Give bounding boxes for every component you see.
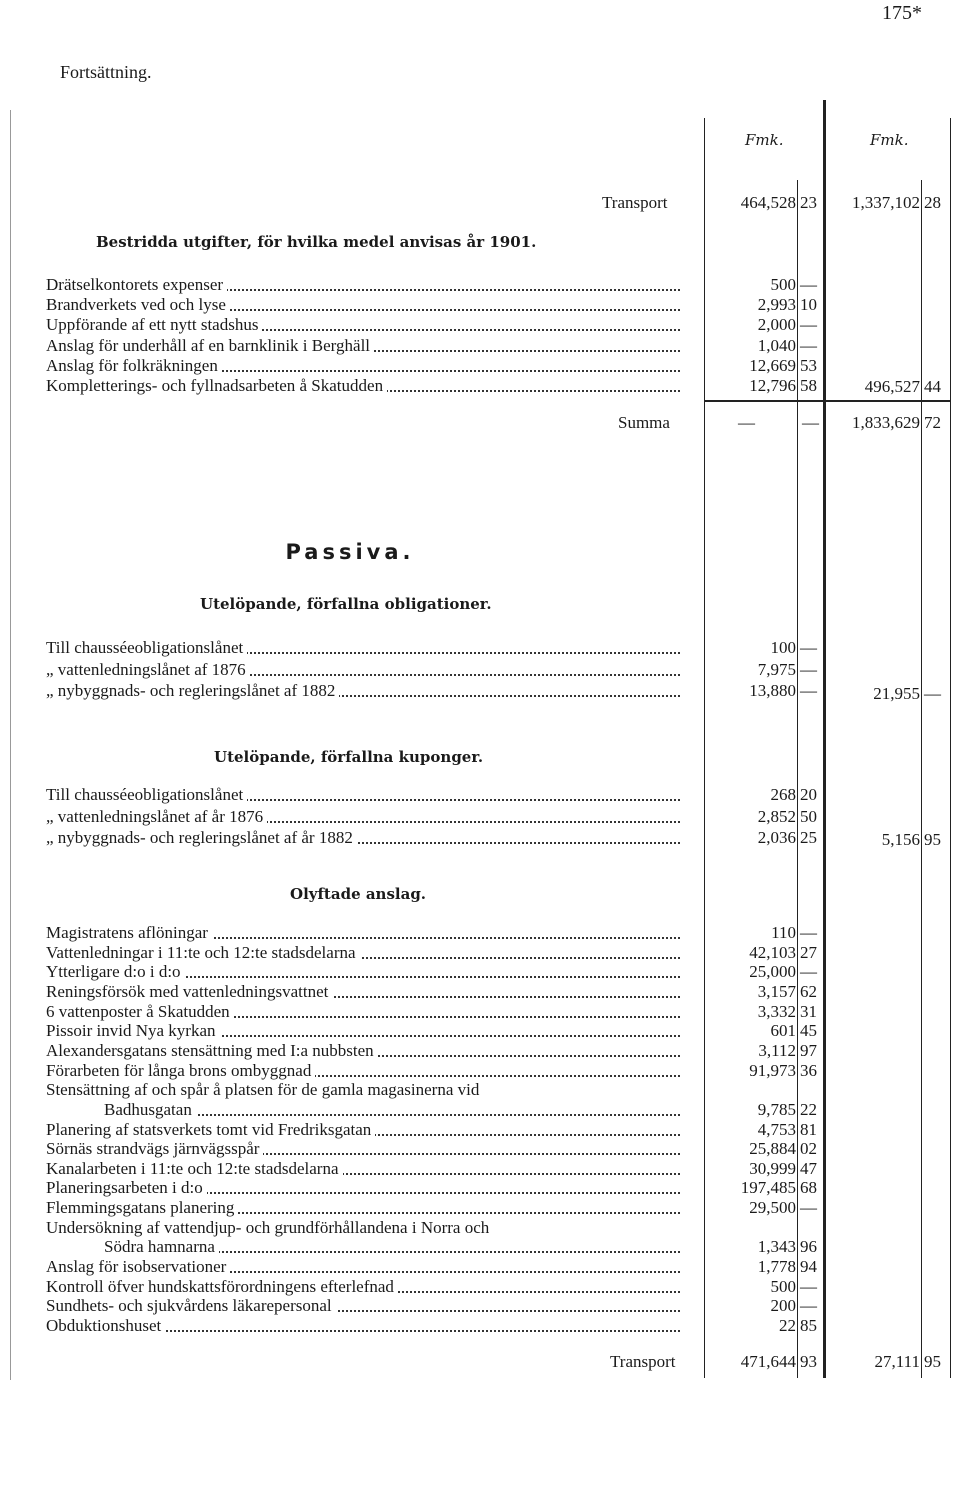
item-label: Reningsförsök med vattenledningsvattnet: [46, 982, 332, 1001]
item-label: Anslag för folkräkningen: [46, 356, 222, 375]
list-item: [46, 1139, 690, 1159]
list-item: [46, 1198, 690, 1218]
transport-out-cents-2: 95: [924, 1352, 941, 1371]
page-number: 175*: [882, 2, 922, 24]
item-cents: 62: [800, 981, 817, 1001]
item-label: Planering af statsverkets tomt vid Fredriksgatan: [46, 1120, 375, 1139]
list-item: [46, 1277, 690, 1297]
list-item: [46, 923, 690, 943]
item-label: Planeringsarbeten i d:o: [46, 1178, 207, 1197]
item-cents: 50: [800, 806, 817, 826]
item-label: Undersökning af vattendjup- och grundförhållandena i Norra och: [46, 1218, 493, 1237]
item-amount: 2,993: [757, 295, 796, 315]
list-item: [46, 1061, 690, 1081]
item-label: Stensättning af och spår å platsen för de gamla magasinerna vid: [46, 1080, 483, 1099]
item-amount: 200: [770, 1296, 796, 1316]
item-amount: 9,785: [757, 1099, 796, 1119]
list-item: [46, 785, 690, 805]
transport-out-amount-1: 471,644: [740, 1352, 796, 1371]
obligationer-total-cents: —: [924, 684, 941, 703]
list-item: [46, 943, 690, 963]
item-cents: 25: [800, 828, 817, 847]
item-amount: 22: [779, 1316, 796, 1335]
obligationer-heading: Utelöpande, förfallna obligationer.: [200, 595, 492, 613]
item-label: „ nybyggnads- och regleringslånet af år 1882: [46, 828, 357, 847]
item-label: „ vattenledningslånet af år 1876: [46, 807, 267, 826]
item-cents: 53: [800, 355, 817, 375]
item-cents: 96: [800, 1237, 817, 1257]
list-item: [46, 1316, 690, 1336]
list-item: [46, 1257, 690, 1277]
item-label: Södra hamnarna: [46, 1237, 219, 1256]
item-amount: 4,753: [757, 1119, 796, 1139]
item-amount: 1,040: [757, 335, 796, 355]
list-item: [46, 1002, 690, 1022]
item-label: Sundhets- och sjukvårdens läkarepersonal: [46, 1296, 336, 1315]
kuponger-heading: Utelöpande, förfallna kuponger.: [214, 748, 484, 766]
item-cents: 10: [800, 295, 817, 315]
list-item: [46, 376, 690, 396]
item-cents: —: [800, 335, 817, 355]
item-amount: 7,975: [757, 659, 796, 679]
item-label: Anslag för isobservationer: [46, 1257, 230, 1276]
item-label: Ytterligare d:o i d:o: [46, 962, 185, 981]
list-item: [46, 660, 690, 680]
item-amount: 268: [770, 785, 796, 804]
subtotal-rule: [705, 400, 950, 402]
item-cents: 47: [800, 1158, 817, 1178]
item-amount: 1,343: [757, 1237, 796, 1257]
item-cents: —: [800, 1276, 817, 1296]
column-rule-right: [950, 118, 951, 1378]
item-cents: 58: [800, 376, 817, 395]
item-amount: 3,157: [757, 981, 796, 1001]
item-amount: 601: [770, 1021, 796, 1041]
transport-amount-1: 464,528: [740, 193, 796, 212]
item-label: Obduktionshuset: [46, 1316, 165, 1335]
list-item: [46, 962, 690, 982]
item-label: 6 vattenposter å Skatudden: [46, 1002, 234, 1021]
obligationer-total-amount: 21,955: [873, 684, 920, 703]
item-cents: 68: [800, 1178, 817, 1198]
list-item: [46, 295, 690, 315]
list-item: [46, 1021, 690, 1041]
item-cents: 97: [800, 1040, 817, 1060]
margin-rule: [10, 110, 11, 1380]
item-label: Vattenledningar i 11:te och 12:te stadsdelarna: [46, 943, 360, 962]
bestridda-total-cents: 44: [924, 377, 941, 396]
list-item: [46, 336, 690, 356]
item-label: Magistratens aflöningar: [46, 923, 212, 942]
section-heading-bestridda: Bestridda utgifter, för hvilka medel anvisas år 1901.: [96, 233, 537, 251]
item-amount: 12,669: [749, 355, 796, 375]
item-cents: 31: [800, 1001, 817, 1021]
transport-cents-1: 23: [800, 193, 817, 212]
summa-amount: 1,833,629: [852, 413, 920, 432]
item-label: Kanalarbeten i 11:te och 12:te stadsdelarna: [46, 1159, 343, 1178]
list-item: [46, 1296, 690, 1316]
summa-cents: 72: [924, 413, 941, 432]
item-amount: 110: [771, 923, 796, 942]
item-amount: 500: [770, 1276, 796, 1296]
list-item: [46, 982, 690, 1002]
list-item: [46, 1178, 690, 1198]
item-amount: 25,884: [749, 1139, 796, 1159]
list-item: [46, 1237, 690, 1257]
item-amount: 2,852: [757, 806, 796, 826]
item-cents: 22: [800, 1099, 817, 1119]
currency-label-1: Fmk.: [745, 131, 784, 149]
item-amount: 12,796: [749, 376, 796, 395]
item-cents: 02: [800, 1139, 817, 1159]
item-cents: —: [800, 659, 817, 679]
item-label: Till chausséeobligationslånet: [46, 785, 247, 804]
column-rule-left: [704, 118, 705, 1378]
item-label: Pissoir invid Nya kyrkan: [46, 1021, 220, 1040]
transport-amount-2: 1,337,102: [852, 193, 920, 212]
item-amount: 13,880: [749, 681, 796, 700]
list-item: [46, 1041, 690, 1061]
item-cents: —: [800, 638, 817, 657]
item-label: Alexandersgatans stensättning med I:a nubbsten: [46, 1041, 378, 1060]
list-item: [46, 1100, 690, 1120]
list-item: [46, 828, 690, 848]
item-amount: 29,500: [749, 1198, 796, 1218]
continuation-label: Fortsättning.: [60, 62, 152, 82]
list-item: [46, 315, 690, 335]
item-label: Sörnäs strandvägs järnvägsspår: [46, 1139, 263, 1158]
transport-out-amount-2: 27,111: [874, 1352, 920, 1371]
item-cents: —: [800, 962, 817, 982]
transport-cents-2: 28: [924, 193, 941, 212]
item-cents: 20: [800, 785, 817, 804]
item-amount: 2,036: [757, 828, 796, 847]
list-item: [46, 1159, 690, 1179]
list-item: [46, 638, 690, 658]
currency-label-2: Fmk.: [870, 131, 909, 149]
item-cents: 81: [800, 1119, 817, 1139]
summa-dash-1: —: [738, 413, 755, 432]
item-label: Till chausséeobligationslånet: [46, 638, 247, 657]
item-cents: 27: [800, 942, 817, 962]
item-label: Kompletterings- och fyllnadsarbeten å Skatudden: [46, 376, 387, 395]
item-cents: —: [800, 1296, 817, 1316]
item-cents: —: [800, 315, 817, 335]
item-amount: 1,778: [757, 1257, 796, 1277]
item-label: Badhusgatan: [46, 1100, 196, 1119]
passiva-heading: Passiva.: [285, 540, 415, 564]
item-amount: 3,332: [757, 1001, 796, 1021]
item-label: Brandverkets ved och lyse: [46, 295, 230, 314]
item-cents: 45: [800, 1021, 817, 1041]
item-label: Anslag för underhåll af en barnklinik i Berghäll: [46, 336, 374, 355]
item-label: Kontroll öfver hundskattsförordningens efterlefnad: [46, 1277, 398, 1296]
item-label: Drätselkontorets expenser: [46, 275, 227, 294]
list-item: [46, 356, 690, 376]
item-amount: 500: [770, 275, 796, 294]
item-label: „ nybyggnads- och regleringslånet af 1882: [46, 681, 339, 700]
item-label: Uppförande af ett nytt stadshus: [46, 315, 262, 334]
transport-label: Transport: [602, 193, 668, 212]
item-cents: —: [800, 681, 817, 700]
item-cents: 94: [800, 1257, 817, 1277]
item-cents: —: [800, 923, 817, 942]
item-amount: 91,973: [749, 1060, 796, 1080]
transport-out-label: Transport: [610, 1352, 676, 1371]
item-amount: 3,112: [758, 1040, 796, 1060]
item-amount: 30,999: [749, 1158, 796, 1178]
column-rule-cents1: [797, 180, 798, 1378]
transport-out-cents-1: 93: [800, 1352, 817, 1371]
item-cents: —: [800, 1198, 817, 1218]
column-rule-cents2: [921, 180, 922, 1378]
list-item: [46, 1080, 690, 1100]
bestridda-total-amount: 496,527: [864, 377, 920, 396]
list-item: [46, 1218, 690, 1238]
summa-dash-2: —: [802, 413, 819, 432]
item-label: „ vattenledningslånet af 1876: [46, 660, 250, 679]
item-amount: 100: [770, 638, 796, 657]
item-amount: 2,000: [757, 315, 796, 335]
item-cents: 36: [800, 1060, 817, 1080]
list-item: [46, 807, 690, 827]
item-cents: 85: [800, 1316, 817, 1335]
item-cents: —: [800, 275, 817, 294]
item-label: Förarbeten för långa brons ombyggnad: [46, 1061, 315, 1080]
item-amount: 42,103: [749, 942, 796, 962]
olyftade-heading: Olyftade anslag.: [290, 885, 427, 903]
list-item: [46, 275, 690, 295]
item-amount: 197,485: [740, 1178, 796, 1198]
list-item: [46, 1120, 690, 1140]
list-item: [46, 681, 690, 701]
kuponger-total-cents: 95: [924, 830, 941, 849]
summa-label: Summa: [618, 413, 670, 432]
kuponger-total-amount: 5,156: [881, 830, 920, 849]
item-label: Flemmingsgatans planering: [46, 1198, 238, 1217]
item-amount: 25,000: [749, 962, 796, 982]
